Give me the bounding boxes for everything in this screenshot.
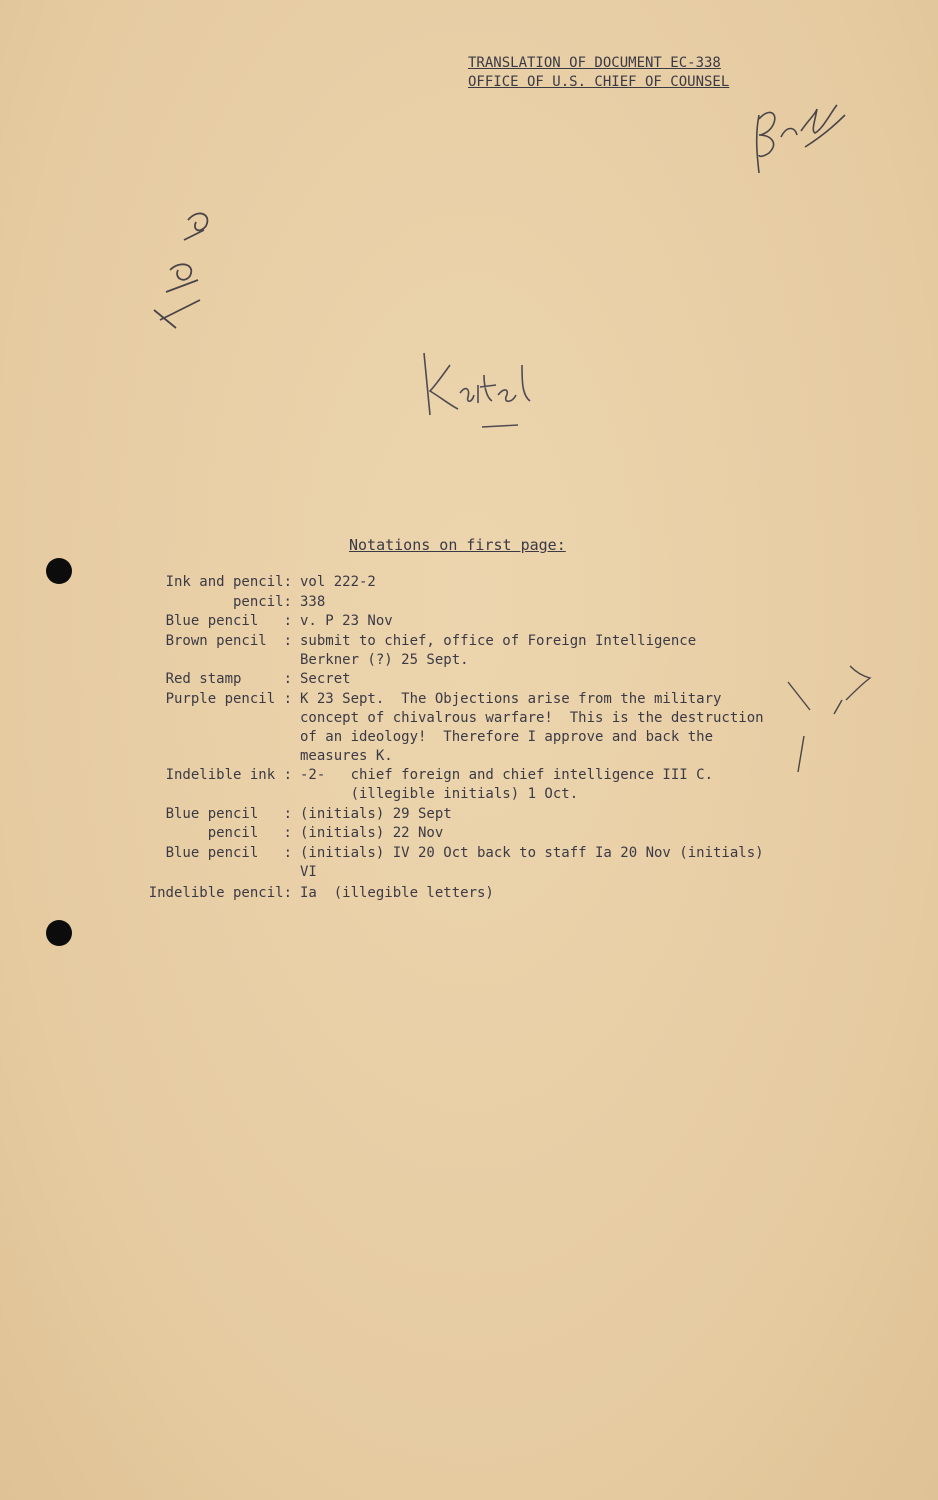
notation-label: Brown pencil : (165, 633, 292, 649)
notation-value-line: submit to chief, office of Foreign Intelligence (300, 633, 697, 649)
notation-value (300, 632, 696, 670)
notation-value-line: VI (300, 864, 317, 880)
notation-label: Red stamp : (165, 671, 292, 687)
notation-value (300, 824, 443, 843)
notation-label: Blue pencil : (165, 806, 292, 822)
notation-value-line: Berkner (?) 25 Sept. (300, 652, 469, 668)
notation-value (300, 573, 376, 592)
notation-value (300, 805, 452, 824)
notation-label: Indelible ink : (165, 767, 292, 783)
notation-value-line: (initials) IV 20 Oct back to staff Ia 20 Nov (initials) (300, 845, 764, 861)
notation-value-line: vol 222-2 (300, 574, 376, 590)
header-line-2: OFFICE OF U.S. CHIEF OF COUNSEL (468, 74, 730, 90)
notation-value (300, 844, 764, 882)
notation-label: Ink and pencil: (165, 574, 292, 590)
notation-value-line: (initials) 29 Sept (300, 806, 452, 822)
notation-label: Purple pencil : (165, 691, 292, 707)
notation-value-line: -2- chief foreign and chief intelligence III C. (300, 767, 714, 783)
notation-value-line: measures K. (300, 748, 393, 764)
notation-value (300, 670, 351, 689)
handwritten-initials-top-right (745, 85, 855, 180)
notation-value-line: (illegible initials) 1 Oct. (300, 786, 579, 802)
document-header (468, 54, 729, 92)
notation-value-line: Ia (illegible letters) (300, 885, 494, 901)
notation-value (300, 690, 764, 766)
notation-label: pencil: (232, 594, 292, 610)
notation-value (300, 884, 494, 903)
notation-label: Indelible pencil: (148, 885, 292, 901)
notation-value (300, 766, 713, 804)
punch-hole-top (46, 558, 72, 584)
notation-label: Blue pencil : (165, 613, 292, 629)
notation-value-line: K 23 Sept. The Objections arise from the military (300, 691, 722, 707)
notation-value-line: (initials) 22 Nov (300, 825, 444, 841)
notation-value (300, 612, 393, 631)
notation-value-line: concept of chivalrous warfare! This is the destruction (300, 710, 764, 726)
notation-value (300, 593, 325, 612)
punch-hole-bottom (46, 920, 72, 946)
notation-label: pencil : (207, 825, 292, 841)
notations-title: Notations on first page: (349, 536, 566, 554)
notation-value-line: v. P 23 Nov (300, 613, 393, 629)
margin-bracket-mark (780, 660, 880, 780)
notation-label: Blue pencil : (165, 845, 292, 861)
notation-value-line: 338 (300, 594, 326, 610)
handwritten-signature-keitel (410, 345, 550, 435)
notation-value-line: of an ideology! Therefore I approve and back the (300, 729, 714, 745)
header-line-1: TRANSLATION OF DOCUMENT EC-338 (468, 55, 721, 71)
notation-value-line: Secret (300, 671, 351, 687)
handwritten-date-mark (140, 200, 230, 350)
